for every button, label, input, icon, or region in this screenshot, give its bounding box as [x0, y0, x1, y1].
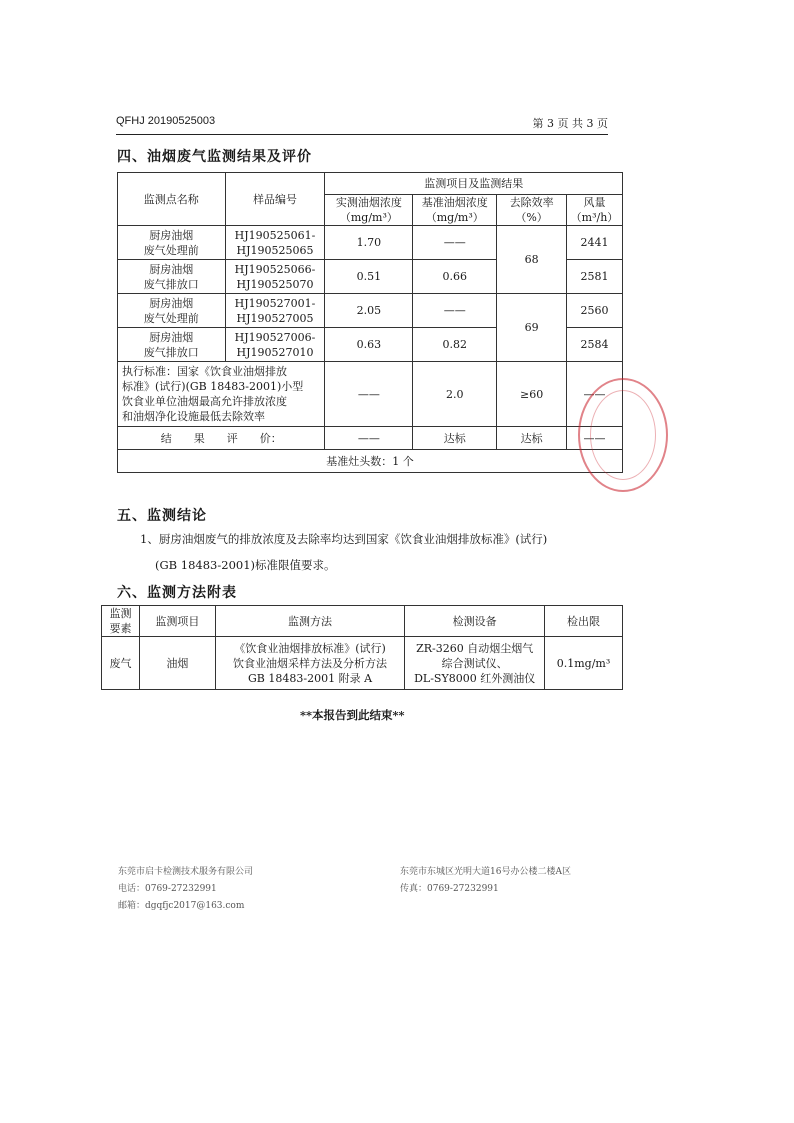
oil-fume-results-table: [117, 172, 623, 473]
standard-row: 执行标准：国家《饮食业油烟排放 标准》(试行)(GB 18483-2001)小型 饮食业单位油烟最高允许排放浓度 和油烟净化设施最低去除效率 —— 2.0 ≥60 ——: [118, 362, 623, 427]
col-header-item: 监测项目: [139, 606, 215, 637]
section5-title: 五、监测结论: [117, 508, 207, 524]
removal-group-2: 69: [497, 294, 567, 362]
col-header-point: 监测点名称: [118, 173, 226, 226]
page-header: [116, 112, 608, 135]
col-header-baseline: 基准油烟浓度 （mg/m³）: [413, 195, 497, 226]
page-number: 第 3 页 共 3 页: [532, 117, 608, 130]
footer-email: 邮箱：dgqfjc2017@163.com: [118, 901, 245, 911]
col-header-method: 监测方法: [215, 606, 405, 637]
table-row: 厨房油烟 废气处理前 HJ190527001- HJ190527005 2.05 —— 69 2560: [118, 294, 623, 328]
section6-title: 六、监测方法附表: [117, 585, 237, 601]
col-header-sample: 样品编号: [225, 173, 325, 226]
col-header-removal: 去除效率 （%）: [497, 195, 567, 226]
official-seal: [578, 378, 668, 492]
col-header-group: 监测项目及监测结果: [325, 173, 623, 195]
standard-text: 执行标准：国家《饮食业油烟排放 标准》(试行)(GB 18483-2001)小型 饮食业单位油烟最高允许排放浓度 和油烟净化设施最低去除效率: [118, 362, 325, 427]
base-count: 基准灶头数：1 个: [118, 450, 623, 473]
col-header-measured: 实测油烟浓度 （mg/m³）: [325, 195, 413, 226]
footer-right: [400, 864, 571, 898]
result-label: 结 果 评 价：: [118, 427, 325, 450]
base-count-row: [118, 450, 623, 473]
footer-fax: 传真：0769-27232991: [400, 884, 499, 894]
table-row: 废气 油烟 《饮食业油烟排放标准》(试行) 饮食业油烟采样方法及分析方法 GB 18483-2001 附录 A ZR-3260 自动烟尘烟气 综合测试仪、 DL-SY8000 红外测油仪 0.1mg/m³: [102, 637, 623, 690]
conclusion-line-1: 1、厨房油烟废气的排放浓度及去除率均达到国家《饮食业油烟排放标准》(试行): [140, 532, 548, 546]
report-number: QFHJ 20190525003: [116, 115, 216, 127]
section4-title: 四、油烟废气监测结果及评价: [117, 149, 312, 165]
footer-phone: 电话：0769-27232991: [118, 884, 217, 894]
conclusion-line-2: (GB 18483-2001)标准限值要求。: [155, 558, 336, 572]
result-row: 结 果 评 价： —— 达标 达标 ——: [118, 427, 623, 450]
col-header-equipment: 检测设备: [405, 606, 545, 637]
table-row: 厨房油烟 废气排放口 HJ190527006- HJ190527010 0.63 0.82 2584: [118, 328, 623, 362]
footer-address: 东莞市东城区光明大道16号办公楼二楼A区: [400, 867, 571, 877]
method-table: [101, 605, 623, 690]
col-header-air: 风量 （m³/h）: [567, 195, 623, 226]
footer-company: 东莞市启卡检测技术服务有限公司: [118, 867, 254, 877]
col-header-element: 监测 要素: [102, 606, 140, 637]
table-row: 厨房油烟 废气排放口 HJ190525066- HJ190525070 0.51 0.66 2581: [118, 260, 623, 294]
col-header-limit: 检出限: [545, 606, 623, 637]
table-row: 厨房油烟 废气处理前 HJ190525061- HJ190525065 1.70 —— 68 2441: [118, 226, 623, 260]
footer-left: [118, 864, 253, 915]
removal-group-1: 68: [497, 226, 567, 294]
end-note: **本报告到此结束**: [300, 708, 405, 722]
